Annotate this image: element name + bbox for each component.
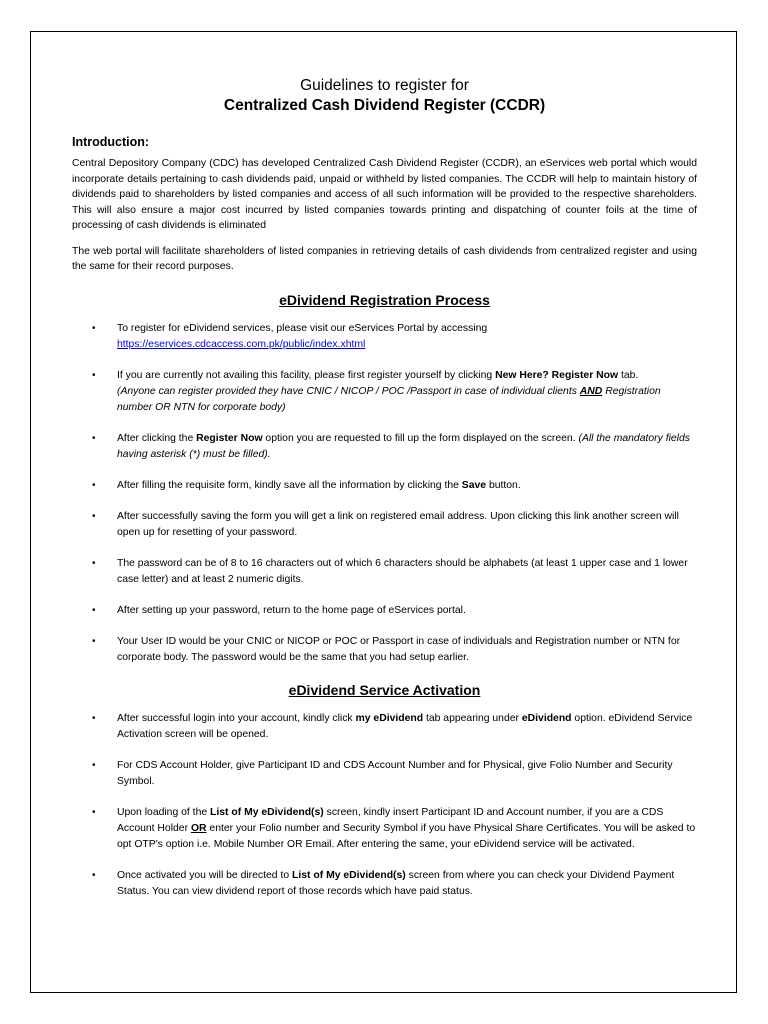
- bullet-text: tab.: [618, 369, 639, 381]
- bullet-text: After clicking the: [117, 432, 197, 444]
- bullet-icon: •: [92, 869, 96, 881]
- bullet-text: option. eDividend Service Activation screen will be opened.: [117, 712, 693, 740]
- title-line-2: Centralized Cash Dividend Register (CCDR): [223, 97, 546, 114]
- save-button-label: Save: [461, 479, 487, 491]
- intro-heading: Introduction:: [72, 135, 150, 149]
- bullet-text: If you are currently not availing this facility, please first register yourself by clicking: [117, 369, 496, 381]
- list-item: [72, 556, 697, 588]
- list-item: [72, 368, 697, 416]
- bullet-text: option you are requested to fill up the form displayed on the screen.: [262, 432, 579, 444]
- bullet-text: enter your Folio number and Security Symbol if you have Physical Share Certificates. You will be asked to opt OTP's option i.e. Mobile Number OR Email. After entering the same, your eDividend service will be activated.: [117, 822, 696, 850]
- register-now-tab-label: New Here? Register Now: [495, 369, 619, 381]
- bullet-icon: •: [92, 557, 96, 569]
- bullet-text: Upon loading of the: [117, 806, 211, 818]
- bullet-text: screen from where you can check your Dividend Payment Status. You can view dividend report of those records which have paid status.: [117, 869, 675, 897]
- bullet-icon: •: [92, 806, 96, 818]
- bullet-note: (All the mandatory fields having asterisk (*) must be filled).: [117, 432, 690, 460]
- bullet-text: Your User ID would be your CNIC or NICOP or POC or Passport in case of individuals and Registration number or NTN for corporate body. The password would be the same that you had setup earlier.: [117, 635, 681, 663]
- list-item: [72, 634, 697, 666]
- bullet-text: The password can be of 8 to 16 characters out of which 6 characters should be alphabets (at least 1 upper case and 1 lower case letter) and at least 2 numeric digits.: [117, 557, 688, 585]
- eservices-portal-link[interactable]: https://eservices.cdcaccess.com.pk/public/index.xhtml: [117, 338, 366, 350]
- or-emphasis: OR: [190, 822, 207, 834]
- register-now-label: Register Now: [196, 432, 263, 444]
- list-item: [72, 711, 697, 743]
- bullet-icon: •: [92, 635, 96, 647]
- title-line-1: Guidelines to register for: [300, 77, 469, 94]
- bullet-icon: •: [92, 712, 96, 724]
- intro-paragraph-1: Central Depository Company (CDC) has developed Centralized Cash Dividend Register (CCDR), an eServices web portal which would incorporate details pertaining to cash dividends paid, unpaid or withheld by listed companies. The CCDR will help to maintain history of dividends paid to shareholders by listed companies and access of all such information will be provided to the respective shareholders. This will also ensure a major cost incurred by listed companies towards printing and dispatching of counter foils at the time of processing of cash dividends is eliminated: [72, 158, 697, 231]
- bullet-text: For CDS Account Holder, give Participant ID and CDS Account Number and for Physical, give Folio Number and Security Symbol.: [117, 759, 673, 787]
- bullet-note-emphasis: AND: [579, 385, 603, 397]
- list-item: [72, 509, 697, 541]
- registration-list: [72, 321, 697, 666]
- list-item: [72, 758, 697, 790]
- bullet-text: After filling the requisite form, kindly save all the information by clicking the: [117, 479, 462, 491]
- list-screen-label: List of My eDividend(s): [210, 806, 324, 818]
- bullet-icon: •: [92, 479, 96, 491]
- bullet-text: After successful login into your account, kindly click: [117, 712, 356, 724]
- bullet-text: tab appearing under: [423, 712, 522, 724]
- bullet-icon: •: [92, 369, 96, 381]
- bullet-icon: •: [92, 759, 96, 771]
- bullet-text: screen, kindly insert Participant ID and Account number, if you are a CDS Account Holder: [117, 806, 664, 834]
- bullet-icon: •: [92, 510, 96, 522]
- bullet-icon: •: [92, 604, 96, 616]
- bullet-note: (Anyone can register provided they have CNIC / NICOP / POC /Passport in case of individual clients: [117, 385, 580, 397]
- edividend-option-label: eDividend: [521, 712, 572, 724]
- list-item: [72, 603, 697, 619]
- bullet-text: button.: [486, 479, 521, 491]
- activation-list: [72, 711, 697, 900]
- bullet-icon: •: [92, 432, 96, 444]
- list-item: [72, 478, 697, 494]
- my-edividend-tab-label: my eDividend: [355, 712, 424, 724]
- list-item: [72, 868, 697, 900]
- bullet-icon: •: [92, 322, 96, 334]
- bullet-note: Registration number OR NTN for corporate body): [117, 385, 661, 413]
- bullet-text: After successfully saving the form you will get a link on registered email address. Upon clicking this link another screen will open up for resetting of your password.: [117, 510, 679, 538]
- activation-heading: eDividend Service Activation: [288, 681, 481, 698]
- bullet-text: To register for eDividend services, please visit our eServices Portal by accessing: [117, 322, 488, 334]
- bullet-text: Once activated you will be directed to: [117, 869, 293, 881]
- list-item: [72, 321, 697, 353]
- bullet-text: After setting up your password, return to the home page of eServices portal.: [117, 604, 466, 616]
- list-screen-label: List of My eDividend(s): [292, 869, 406, 881]
- intro-paragraph-2: The web portal will facilitate shareholders of listed companies in retrieving details of cash dividends from centralized register and using the same for their record purposes.: [72, 245, 697, 272]
- list-item: [72, 805, 697, 853]
- list-item: [72, 431, 697, 463]
- document-body: [72, 76, 697, 915]
- registration-heading: eDividend Registration Process: [279, 291, 490, 308]
